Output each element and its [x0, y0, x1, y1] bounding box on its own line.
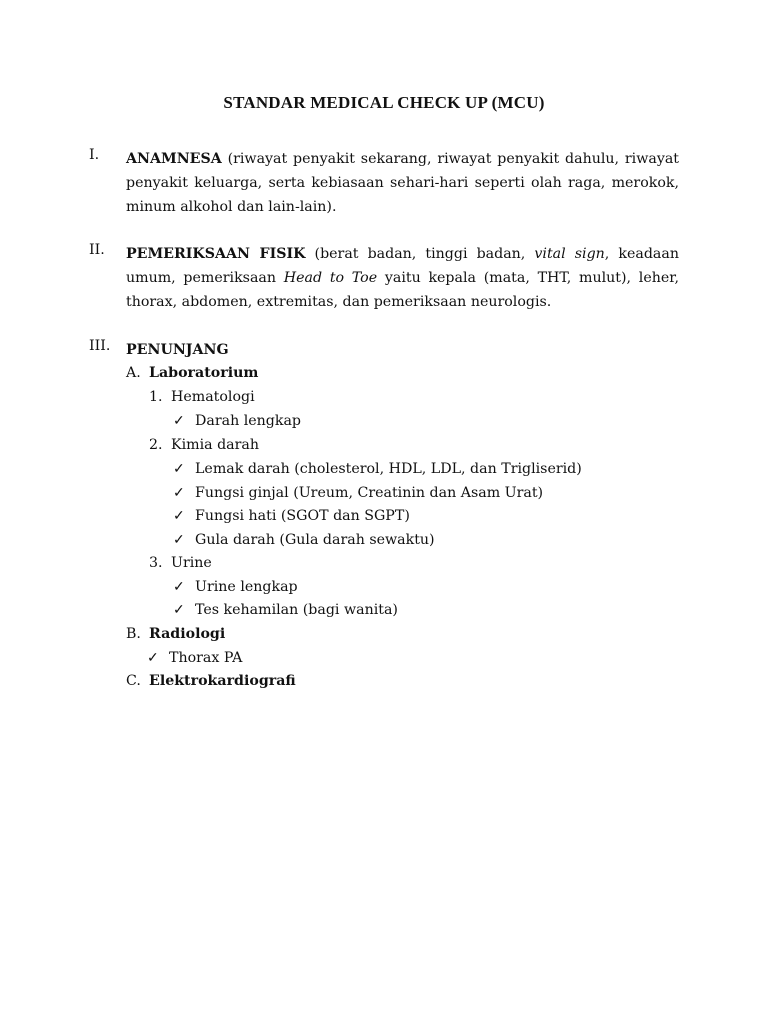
document-title: STANDAR MEDICAL CHECK UP (MCU) — [223, 93, 545, 112]
check-item — [173, 481, 543, 505]
section-text: yaitu kepala (mata, THT, mulut), leher, thorax, abdomen, extremitas, dan pemeriksaan neurologis. — [126, 270, 679, 310]
checkmark-icon: ✓ — [173, 461, 185, 477]
checkmark-icon: ✓ — [173, 532, 185, 548]
section-paragraph — [126, 242, 679, 314]
checkmark-icon: ✓ — [173, 413, 185, 429]
sub-b-marker: B. — [126, 626, 141, 642]
check-item — [173, 409, 301, 433]
section-italic-term: vital sign — [534, 246, 605, 262]
check-item — [173, 575, 298, 599]
section-text: , keadaan umum, pemeriksaan — [126, 246, 679, 286]
section-heading: PEMERIKSAAN FISIK — [126, 246, 306, 262]
checkmark-icon: ✓ — [173, 485, 185, 501]
check-item — [173, 598, 398, 622]
sub-c-label: Elektrokardiografi — [149, 673, 296, 689]
section-numeral: I. — [89, 147, 100, 163]
checkmark-icon: ✓ — [173, 579, 185, 595]
section-heading: ANAMNESA — [126, 151, 222, 167]
checkmark-icon: ✓ — [147, 650, 159, 666]
sub-a-label: Laboratorium — [149, 365, 259, 381]
check-item — [147, 646, 242, 670]
checkmark-icon: ✓ — [173, 602, 185, 618]
check-item-label: Gula darah (Gula darah sewaktu) — [195, 532, 435, 548]
item-marker: 1. — [149, 389, 163, 405]
check-item — [173, 504, 410, 528]
section-italic-term: Head to Toe — [283, 270, 378, 286]
check-item-label: Urine lengkap — [195, 579, 298, 595]
sub-a-marker: A. — [126, 365, 141, 381]
check-item — [173, 528, 435, 552]
section-numeral: II. — [89, 242, 105, 258]
check-item-label: Fungsi ginjal (Ureum, Creatinin dan Asam Urat) — [195, 485, 544, 501]
check-item-label: Lemak darah (cholesterol, HDL, LDL, dan Trigliserid) — [195, 461, 582, 477]
check-item-label: Thorax PA — [169, 650, 243, 666]
check-item-label: Tes kehamilan (bagi wanita) — [195, 602, 398, 618]
section-numeral: III. — [89, 338, 111, 354]
section-heading: PENUNJANG — [126, 342, 229, 358]
section-text: (riwayat penyakit sekarang, riwayat penyakit dahulu, riwayat penyakit keluarga, serta kebiasaan sehari-hari seperti olah raga, merokok, minum alkohol dan lain-lain). — [126, 151, 679, 215]
section-text: (berat badan, tinggi badan, — [305, 246, 535, 262]
section-paragraph — [126, 147, 679, 219]
checkmark-icon: ✓ — [173, 508, 185, 524]
check-item-label: Fungsi hati (SGOT dan SGPT) — [195, 508, 410, 524]
item-label: Urine — [171, 555, 212, 571]
section-penunjang — [89, 338, 679, 698]
check-item-label: Darah lengkap — [195, 413, 302, 429]
item-marker: 2. — [149, 437, 163, 453]
item-marker: 3. — [149, 555, 163, 571]
item-label: Kimia darah — [171, 437, 260, 453]
check-item — [173, 457, 582, 481]
sub-b-label: Radiologi — [149, 626, 226, 642]
item-label: Hematologi — [171, 389, 255, 405]
sub-c-marker: C. — [126, 673, 141, 689]
